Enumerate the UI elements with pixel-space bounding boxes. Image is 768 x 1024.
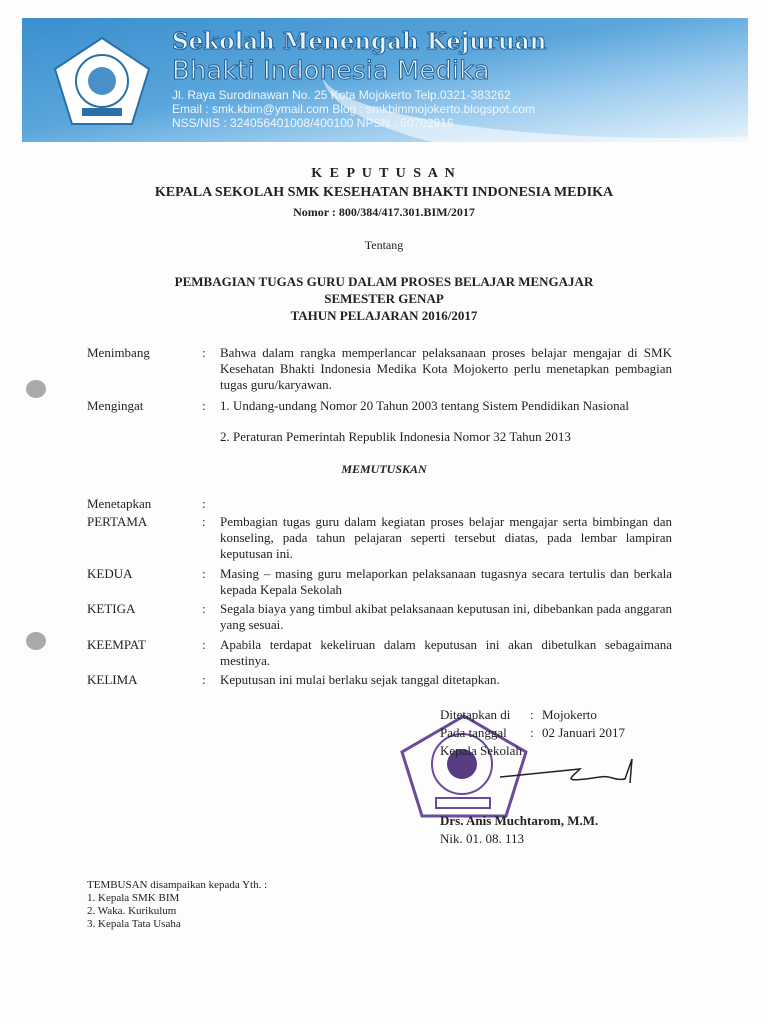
signer-nik: Nik. 01. 08. 113 (440, 831, 525, 846)
signer-role: Kepala Sekolah (440, 743, 522, 758)
school-name: Bhakti Indonesia Medika (172, 56, 490, 86)
decision-label-2: KEDUA (87, 566, 133, 581)
school-logo-icon (52, 36, 152, 126)
date-label: Pada tanggal (440, 725, 507, 740)
colon: : (202, 514, 206, 529)
colon: : (202, 672, 206, 687)
doc-heading: K E P U T U S A N (311, 166, 457, 181)
colon: : (202, 601, 206, 616)
considering-label: Menimbang (87, 345, 150, 360)
school-type: Sekolah Menengah Kejuruan (172, 28, 547, 55)
doc-number: Nomor : 800/384/417.301.BIM/2017 (293, 205, 475, 219)
signature-icon (500, 755, 640, 795)
letterhead-banner (22, 18, 748, 142)
school-ids: NSS/NIS : 324056401008/400100 NPSN : 60702916 (172, 116, 454, 130)
considering-text: Bahwa dalam rangka memperlancar pelaksanaan proses belajar mengajar di SMK Kesehatan Bhakti Indonesia Medika Kota Mojokerto perlu menetapkan pembagian tugas guru/karyawan. (220, 345, 672, 392)
decision-text-2: Masing – masing guru melaporkan pelaksanaan tugasnya secara tertulis dan berkala kepada Kepala Sekolah (220, 566, 672, 597)
topic-line-3: TAHUN PELAJARAN 2016/2017 (290, 308, 478, 323)
school-contact: Email : smk.kbim@ymail.com Blog : smkbimmojokerto.blogspot.com (172, 102, 535, 116)
decision-text-5: Keputusan ini mulai berlaku sejak tanggal ditetapkan. (220, 672, 500, 687)
establish-label: Menetapkan (87, 496, 152, 511)
punch-hole-icon (26, 380, 46, 398)
about-label: Tentang (364, 238, 404, 252)
recalling-item-2: 2. Peraturan Pemerintah Republik Indonesia Nomor 32 Tahun 2013 (220, 429, 571, 444)
colon: : (202, 566, 206, 581)
place-label: Ditetapkan di (440, 707, 511, 722)
recalling-label: Mengingat (87, 398, 144, 413)
cc-item-3: 3. Kepala Tata Usaha (87, 918, 181, 930)
decision-text-1: Pembagian tugas guru dalam kegiatan proses belajar mengajar serta bimbingan dan konseling, pada tahun pelajaran seperti tersebut diatas, pada lembar lampiran keputusan ini. (220, 514, 672, 561)
decision-label-1: PERTAMA (87, 514, 148, 529)
signer-name: Drs. Anis Muchtarom, M.M. (440, 813, 599, 828)
colon: : (202, 637, 206, 652)
date-value: 02 Januari 2017 (542, 725, 626, 740)
decision-label-3: KETIGA (87, 601, 136, 616)
decision-text-4: Apabila terdapat kekeliruan dalam keputusan ini akan dibetulkan sebagaimana mestinya. (220, 637, 672, 668)
decision-label-5: KELIMA (87, 672, 138, 687)
recalling-item-1: 1. Undang-undang Nomor 20 Tahun 2003 tentang Sistem Pendidikan Nasional (220, 398, 630, 413)
colon: : (202, 345, 206, 360)
decision-label-4: KEEMPAT (87, 637, 146, 652)
colon: : (202, 496, 206, 511)
punch-hole-icon (26, 632, 46, 650)
cc-item-2: 2. Waka. Kurikulum (87, 905, 177, 917)
colon: : (202, 398, 206, 413)
colon: : (530, 725, 534, 740)
cc-item-1: 1. Kepala SMK BIM (87, 892, 180, 904)
doc-subheading: KEPALA SEKOLAH SMK KESEHATAN BHAKTI INDONESIA MEDIKA (154, 185, 614, 200)
topic-line-2: SEMESTER GENAP (324, 291, 444, 306)
decision-text-3: Segala biaya yang timbul akibat pelaksanaan keputusan ini, dibebankan pada anggaran yang sesuai. (220, 601, 672, 632)
colon: : (530, 707, 534, 722)
school-address: Jl. Raya Surodinawan No. 25 Kota Mojokerto Telp.0321-383262 (172, 88, 511, 102)
cc-heading: TEMBUSAN disampaikan kepada Yth. : (87, 879, 268, 891)
topic-line-1: PEMBAGIAN TUGAS GURU DALAM PROSES BELAJAR MENGAJAR (174, 274, 594, 289)
place-value: Mojokerto (542, 707, 597, 722)
decide-heading: MEMUTUSKAN (341, 462, 427, 476)
